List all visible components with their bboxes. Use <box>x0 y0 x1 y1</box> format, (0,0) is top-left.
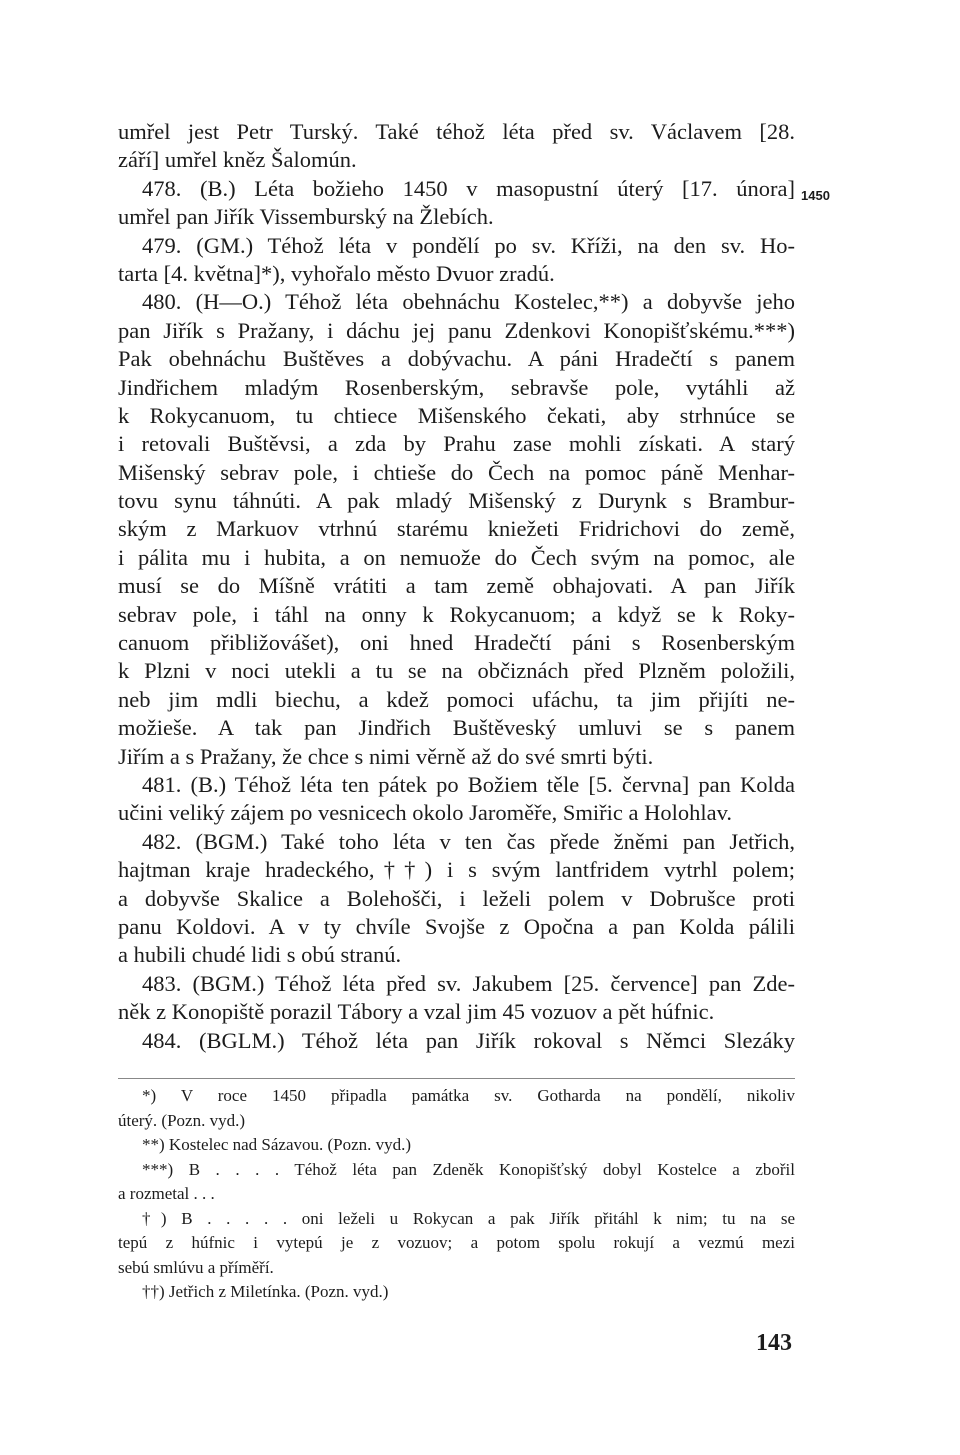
page-number: 143 <box>756 1330 792 1356</box>
text-line: 479. (GM.) Téhož léta v pondělí po sv. Kříži, na den sv. Ho- <box>142 232 795 258</box>
text-line: něk z Konopiště porazil Tábory a vzal jim 45 vozuov a pět húfnic. <box>118 999 715 1025</box>
text-line: září] umřel kněz Šalomún. <box>118 147 357 173</box>
text-line: a hubili chudé lidi s obú stranú. <box>118 942 402 968</box>
margin-year-note: 1450 <box>801 188 830 203</box>
footnote-line: tepú z húfnic i vytepú je z vozuov; a potom spolu rokují a vezmú mezi <box>118 1233 795 1252</box>
text-line: Pak obehnáchu Buštěves a dobývachu. A páni Hradečtí s panem <box>118 346 795 372</box>
text-line: učini veliký zájem po vesnicech okolo Jaroměře, Smiřic a Holohlav. <box>118 800 732 826</box>
text-line: tovu synu táhnúti. A pak mladý Mišenský z Durynk s Brambur- <box>118 488 795 514</box>
text-line: 478. (B.) Léta božieho 1450 v masopustní úterý [17. února] <box>142 175 795 201</box>
text-line: neb jim mdli biechu, a kdež pomoci ufáchu, ta jim přijíti ne- <box>118 686 795 712</box>
text-line: k Plzni v noci utekli a tu se na občiznách před Plzněm položili, <box>118 658 795 684</box>
text-line: canuom přibližovášet), oni hned Hradečtí páni s Rosenberským <box>118 630 795 656</box>
text-line: pan Jiřík s Pražany, i dáchu jej panu Zdenkovi Konopišťskému.***) <box>118 317 795 343</box>
text-line: i retovali Buštěvsi, a zda by Prahu zase mohli získati. A starý <box>118 431 795 457</box>
footnote-line: ***) B . . . . Téhož léta pan Zdeněk Konopišťský dobyl Kostelce a zbořil <box>142 1159 795 1179</box>
text-line: 480. (H—O.) Téhož léta obehnáchu Kostelec,**) a dobyvše jeho <box>142 289 795 315</box>
text-line: 482. (BGM.) Také toho léta v ten čas přede žněmi pan Jetřich, <box>142 828 795 854</box>
footnote-line: sebú smlúvu a příměří. <box>118 1257 274 1277</box>
text-line: k Rokycanuom, tu chtiece Mišenského čekati, aby strhnúce se <box>118 402 795 428</box>
text-line: umřel jest Petr Turský. Také téhož léta před sv. Václavem [28. <box>118 119 795 144</box>
text-line: hajtman kraje hradeckého,††) i s svým lantfridem vytrhl polem; <box>118 857 795 883</box>
main-text <box>118 118 795 1055</box>
text-line: 484. (BGLM.) Téhož léta pan Jiřík rokoval s Němci Slezáky <box>142 1027 795 1053</box>
text-line: Jiřím a s Pražany, že chce s nimi věrně až do své smrti býti. <box>118 743 654 769</box>
text-line: tarta [4. května]*), vyhořalo město Dvuor zradú. <box>118 260 555 286</box>
text-line: 481. (B.) Téhož léta ten pátek po Božiem těle [5. června] pan Kolda <box>142 771 795 797</box>
footnote-separator <box>118 1078 795 1079</box>
text-line: umřel pan Jiřík Vissemburský na Žlebích. <box>118 204 494 230</box>
footnote-line: a rozmetal . . . <box>118 1184 215 1203</box>
text-line: sebrav pole, i táhl na onny k Rokycanuom; a když se k Roky- <box>118 601 795 627</box>
footnotes <box>118 1084 795 1305</box>
footnote-line: *) V roce 1450 připadla památka sv. Gotharda na pondělí, nikoliv <box>142 1086 795 1105</box>
footnote-line: ††) Jetřich z Miletínka. (Pozn. vyd.) <box>142 1282 389 1301</box>
text-line: musí se do Míšně vrátiti a tam země obhajovati. A pan Jiřík <box>118 573 795 599</box>
text-line: možieše. A tak pan Jindřich Buštěveský umluvi se s panem <box>118 715 795 741</box>
text-line: a dobyvše Skalice a Bolehošči, i leželi polem v Dobrušce proti <box>118 885 795 911</box>
text-line: ským z Markuov vtrhnú starému kniežeti Fridrichovi do země, <box>118 516 795 542</box>
text-line: 483. (BGM.) Téhož léta před sv. Jakubem [25. července] pan Zde- <box>142 970 795 996</box>
text-line: Jindřichem mladým Rosenberským, sebravše pole, vytáhli až <box>118 374 795 400</box>
footnote-line: úterý. (Pozn. vyd.) <box>118 1110 246 1130</box>
footnote-line: †) B . . . . . oni leželi u Rokycan a pak Jiřík přitáhl k nim; tu na se <box>142 1208 795 1228</box>
text-line: Mišenský sebrav pole, i chtieše do Čech na pomoc páně Menhar- <box>118 459 795 485</box>
footnote-line: **) Kostelec nad Sázavou. (Pozn. vyd.) <box>142 1135 412 1154</box>
text-line: i pálita mu i hubita, a on nemuože do Čech svým na pomoc, ale <box>118 544 795 570</box>
text-line: panu Koldovi. A v ty chvíle Svojše z Opočna a pan Kolda pálili <box>118 913 795 939</box>
